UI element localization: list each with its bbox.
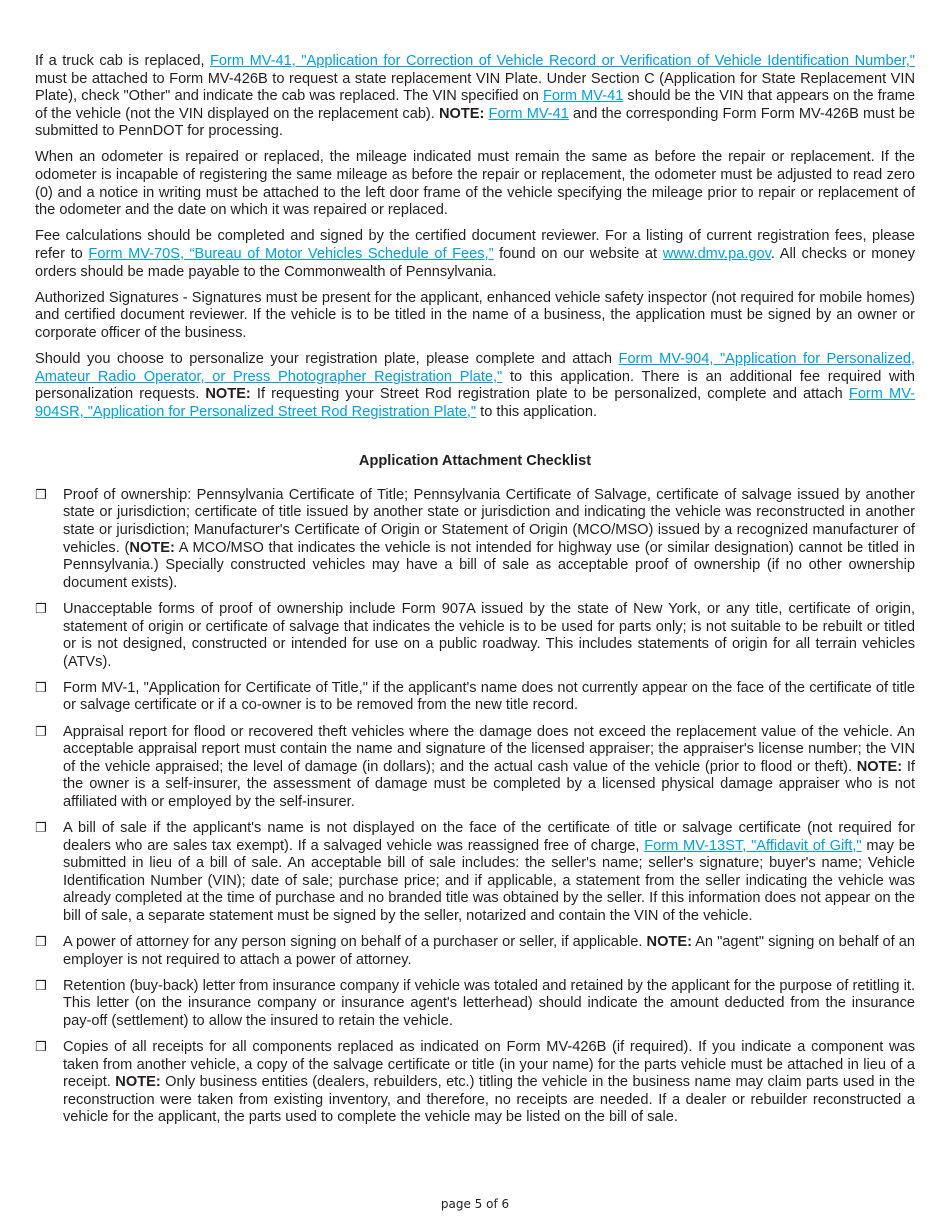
- paragraph: [35, 149, 915, 219]
- text-segment: Unacceptable forms of proof of ownership include Form 907A issued by the state of New York, or any title, certificate of origin, statement of origin or certificate of salvage that indicates the vehicle is to be used for parts only; is not suitable to be rebuilt or titled or is not designed, constructed or intended for use on a public roadway. This includes statements of origin for all terrain vehicles (ATVs).: [63, 600, 915, 670]
- attachment-checklist: [35, 487, 915, 1127]
- text-segment: Form MV-1, "Application for Certificate of Title," if the applicant's name does not currently appear on the face of the certificate of title or salvage certificate or if a co-owner is to be removed from the new title record.: [63, 679, 915, 714]
- text-segment: and the corresponding Form Form MV-426B must be submitted to PennDOT for processing.: [35, 105, 916, 140]
- form-link[interactable]: www.dmv.pa.gov: [662, 245, 771, 262]
- checklist-item: [35, 680, 915, 715]
- form-link[interactable]: Form MV-41, "Application for Correction of Vehicle Record or Verification of Vehicle Identification Number,": [210, 53, 915, 69]
- checkbox-icon[interactable]: ❒: [35, 935, 47, 951]
- text-segment: If the owner is a self-insurer, the assessment of damage must be completed by a licensed physical damage appraiser who is not affiliated with or employed by the self-insurer.: [63, 758, 915, 810]
- checklist-item: [35, 820, 915, 926]
- instructions-section: [35, 53, 915, 421]
- text-segment: . All checks or money orders should be made payable to the Commonwealth of Pennsylvania.: [35, 245, 915, 280]
- document-body: [35, 53, 915, 1135]
- checklist-item: [35, 1039, 915, 1127]
- form-link[interactable]: Form MV-904, "Application for Personalized, Amateur Radio Operator, or Press Photographer Registration Plate,": [35, 350, 915, 385]
- text-segment: Copies of all receipts for all components replaced as indicated on Form MV-426B (if required). If you indicate a component was taken from another vehicle, a copy of the salvage certificate or title (in your name) for the parts vehicle must be attached in lieu of a receipt.: [63, 1039, 915, 1091]
- text-segment: must be attached to Form MV-426B to request a state replacement VIN Plate. Under Section C (Application for State Replacement VIN Plate), check "Other" and indicate the cab was replaced. The VIN specified on: [35, 70, 915, 105]
- text-segment: A MCO/MSO that indicates the vehicle is not intended for highway use (or similar designation) cannot be titled in Pennsylvania.) Specially constructed vehicles may have a bill of sale as acceptable proof of ownership (if no other ownership document exists).: [63, 539, 915, 591]
- text-segment: When an odometer is repaired or replaced, the mileage indicated must remain the same as before the repair or replacement. If the odometer is incapable of registering the same mileage as before the repair or replacement, the odometer must be adjusted to read zero (0) and a notice in writing must be attached to the left door frame of the vehicle specifying the mileage prior to repair or replacement of the odometer and the date on which it was repaired or replaced.: [35, 149, 915, 219]
- checkbox-icon[interactable]: ❒: [35, 680, 47, 696]
- checklist-title: Application Attachment Checklist: [358, 453, 592, 470]
- text-segment: Retention (buy-back) letter from insurance company if vehicle was totaled and retained by the applicant for the purpose of retitling it. This letter (on the insurance company or insurance agent's letterhead) should indicate the amount deducted from the insurance pay-off (settlement) to allow the insured to retain the vehicle.: [63, 977, 915, 1029]
- text-segment: If a truck cab is replaced,: [35, 53, 211, 69]
- checkbox-icon[interactable]: ❒: [35, 724, 47, 740]
- note-label: NOTE:: [129, 539, 175, 556]
- paragraph: [35, 290, 915, 343]
- note-label: NOTE:: [205, 386, 251, 403]
- checklist-item: [35, 601, 915, 671]
- note-label: NOTE:: [646, 934, 692, 951]
- text-segment: Authorized Signatures - Signatures must be present for the applicant, enhanced vehicle safety inspector (not required for mobile homes) and certified document reviewer. If the vehicle is to be titled in the name of a business, the application must be signed by an owner or corporate officer of the business.: [35, 289, 915, 341]
- paragraph: [35, 351, 915, 421]
- checkbox-icon[interactable]: ❒: [35, 1040, 47, 1055]
- checklist-item: [35, 978, 915, 1031]
- checkbox-icon[interactable]: ❒: [35, 487, 47, 503]
- text-segment: should be the VIN that appears on the frame of the vehicle (not the VIN displayed on the replacement cab).: [35, 88, 916, 122]
- text-segment: Only business entities (dealers, rebuilders, etc.) titling the vehicle in the business name may claim parts used in the reconstruction were taken from existing inventory, and therefore, no receipts are needed. If a dealer or rebuilder reconstructed a vehicle for the applicant, the parts used to complete the vehicle may be listed on the bill of sale.: [63, 1074, 915, 1126]
- text-segment: may be submitted in lieu of a bill of sale. An acceptable bill of sale includes: the seller's name; seller's signature; buyer's name; Vehicle Identification Number (VIN); date of sale; purchase price; and if applicable, a statement from the seller indicating the vehicle was already completed at the time of purchase and no branded title was obtained by the seller. If this information does not appear on the bill of sale, a separate statement must be signed by the seller, notarized and contain the VIN of the vehicle.: [63, 837, 915, 924]
- form-link[interactable]: Form MV-13ST, "Affidavit of Gift,": [644, 837, 862, 854]
- text-segment: A bill of sale if the applicant's name is not displayed on the face of the certificate of title or salvage certificate (not required for dealers who are sales tax exempt). If a salvaged vehicle was reassigned free of charge,: [63, 819, 915, 854]
- paragraph: [35, 228, 915, 281]
- checkbox-icon[interactable]: ❒: [35, 820, 47, 836]
- page-number: page 5 of 6: [440, 1197, 510, 1211]
- text-segment: found on our website at: [493, 245, 663, 262]
- checklist-item: [35, 724, 915, 812]
- form-link[interactable]: Form MV-904SR, "Application for Personalized Street Rod Registration Plate,": [35, 386, 915, 420]
- note-label: NOTE:: [115, 1074, 161, 1091]
- text-segment: Fee calculations should be completed and signed by the certified document reviewer. For a listing of current registration fees, please refer to: [35, 228, 915, 262]
- form-link[interactable]: Form MV-70S, “Bureau of Motor Vehicles Schedule of Fees,”: [88, 245, 494, 262]
- text-segment: An "agent" signing on behalf of an employer is not required to attach a power of attorney.: [63, 934, 915, 968]
- text-segment: Should you choose to personalize your registration plate, please complete and attach: [35, 350, 619, 367]
- note-label: NOTE:: [438, 105, 485, 122]
- text-segment: to this application. There is an additional fee required with personalization requests.: [35, 368, 915, 403]
- checklist-item: [35, 487, 915, 593]
- paragraph: [35, 53, 915, 141]
- checkbox-icon[interactable]: ❒: [35, 601, 47, 617]
- checkbox-icon[interactable]: ❒: [35, 978, 47, 994]
- text-segment: to this application.: [476, 403, 598, 420]
- text-segment: A power of attorney for any person signing on behalf of a purchaser or seller, if applicable.: [63, 934, 647, 951]
- text-segment: If requesting your Street Rod registration plate to be personalized, complete and attach: [250, 386, 849, 403]
- form-link[interactable]: Form MV-41: [488, 105, 569, 122]
- text-segment: Appraisal report for flood or recovered theft vehicles where the damage does not exceed the replacement value of the vehicle. An acceptable appraisal report must contain the name and signature of the licensed appraiser; the appraiser's license number; the VIN of the vehicle appraised; the level of damage (in dollars); and the actual cash value of the vehicle (prior to flood or theft).: [63, 723, 915, 775]
- form-link[interactable]: Form MV-41: [543, 88, 624, 105]
- checklist-item: [35, 934, 915, 969]
- text-segment: Proof of ownership: Pennsylvania Certificate of Title; Pennsylvania Certificate of Salvage, certificate of salvage issued by another state or jurisdiction; certificate of title issued by another state or jurisdiction and indicating the vehicle was reconstructed in another state or jurisdiction; Manufacturer's Certificate of Origin or Statement of Origin (MCO/MSO) issued by a recognized manufacturer of vehicles. (: [63, 486, 915, 556]
- note-label: NOTE:: [856, 758, 903, 775]
